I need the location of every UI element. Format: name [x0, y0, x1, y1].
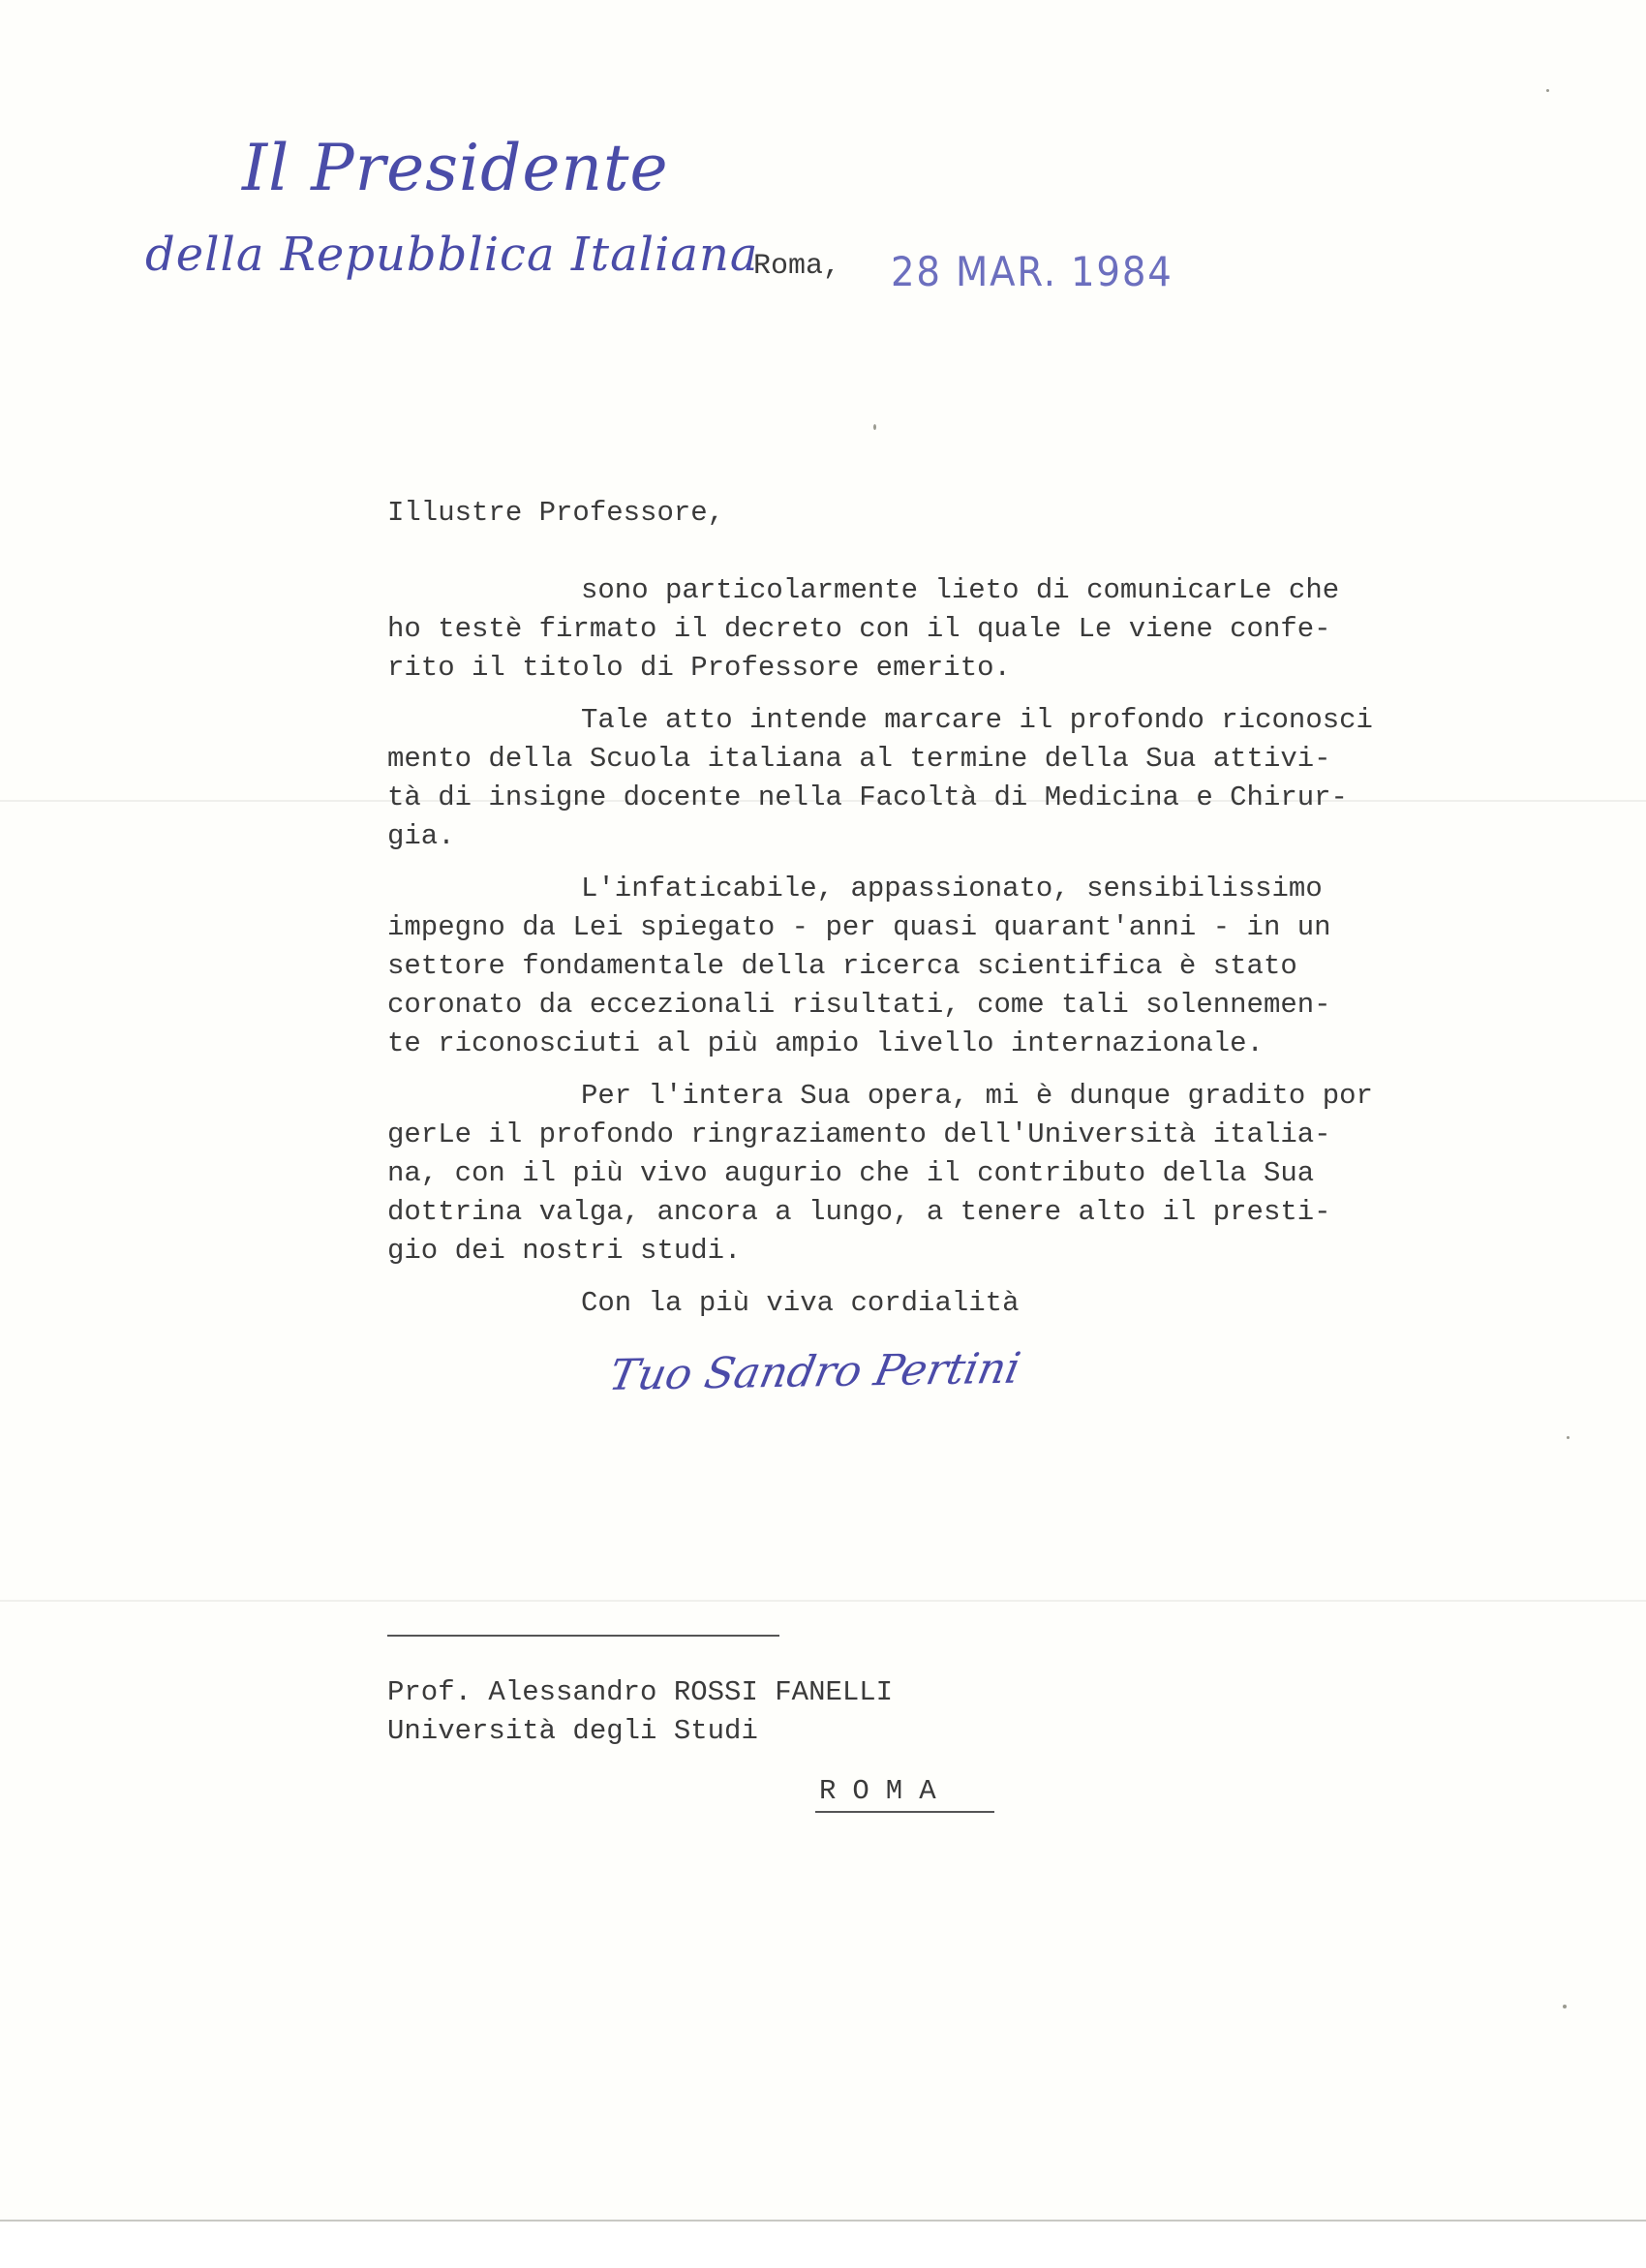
text-line: ho testè firmato il decreto con il quale Le viene confe- — [387, 613, 1331, 645]
text-line: gio dei nostri studi. — [387, 1235, 742, 1267]
text-line: coronato da eccezionali risultati, come tali solennemen- — [387, 989, 1331, 1021]
letterhead-title: Il Presidente — [242, 131, 669, 205]
closing: Con la più viva cordialità — [581, 1287, 1020, 1319]
scan-bottom-edge — [0, 2220, 1646, 2268]
paper-speck — [1546, 89, 1549, 92]
paper-speck — [1567, 1436, 1570, 1439]
letter-body — [387, 494, 1510, 1323]
date-stamp: 28 MAR. 1984 — [891, 248, 1174, 295]
paragraph-3 — [387, 870, 1510, 1063]
recipient-name: Prof. Alessandro ROSSI FANELLI — [387, 1676, 894, 1708]
text-line: sono particolarmente lieto di comunicarLe che — [581, 574, 1340, 606]
text-line: Tale atto intende marcare il profondo riconosci — [581, 704, 1373, 736]
salutation: Illustre Professore, — [387, 497, 725, 529]
text-line: settore fondamentale della ricerca scientifica è stato — [387, 950, 1297, 982]
paragraph-4 — [387, 1077, 1510, 1271]
text-line: dottrina valga, ancora a lungo, a tenere alto il presti- — [387, 1196, 1331, 1228]
text-line: Per l'intera Sua opera, mi è dunque gradito por — [581, 1080, 1373, 1112]
text-line: mento della Scuola italiana al termine della Sua attivi- — [387, 743, 1331, 775]
city-underline — [815, 1811, 994, 1813]
paragraph-2 — [387, 701, 1510, 856]
text-line: rito il titolo di Professore emerito. — [387, 652, 1011, 684]
recipient-city: ROMA — [819, 1775, 953, 1807]
text-line: L'infaticabile, appassionato, sensibilissimo — [581, 873, 1323, 904]
letterhead-subtitle: della Repubblica Italiana — [145, 228, 759, 282]
paragraph-1 — [387, 571, 1510, 688]
recipient-institution: Università degli Studi — [387, 1715, 758, 1747]
dateline-place: Roma, — [753, 250, 841, 283]
text-line: na, con il più vivo augurio che il contributo della Sua — [387, 1157, 1315, 1189]
paper-fold-line — [0, 1600, 1646, 1602]
address-divider — [387, 1635, 779, 1637]
recipient-address — [387, 1673, 893, 1751]
text-line: gerLe il profondo ringraziamento dell'Università italia- — [387, 1119, 1331, 1150]
text-line: tà di insigne docente nella Facoltà di Medicina e Chirur- — [387, 782, 1348, 813]
text-line: te riconosciuti al più ampio livello internazionale. — [387, 1027, 1264, 1059]
paper-speck — [873, 424, 876, 430]
text-line: gia. — [387, 820, 455, 852]
paper-speck — [1563, 2005, 1567, 2008]
handwritten-signature: Tuo Sandro Pertini — [605, 1343, 1024, 1400]
text-line: impegno da Lei spiegato - per quasi quarant'anni - in un — [387, 911, 1331, 943]
